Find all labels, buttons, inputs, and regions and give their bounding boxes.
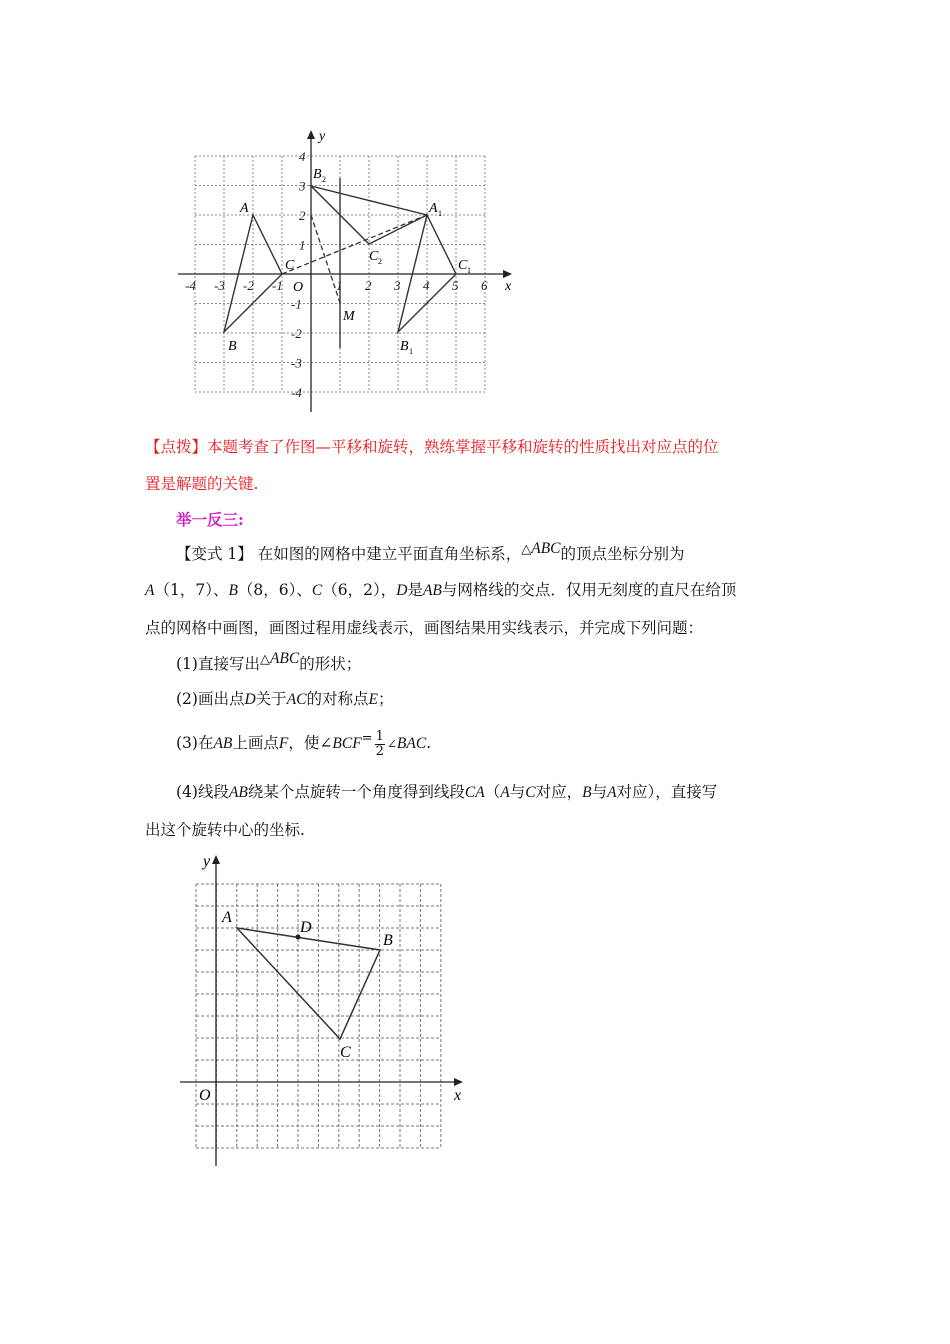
label-c-fig2: C [340,1044,351,1061]
label-a-fig2: A [222,909,232,926]
triangle-abc-grid [237,928,380,1039]
label-b1-sub: 1 [409,347,413,356]
figure1-y-tick-label: -2 [291,326,302,341]
label-c2: C [369,249,379,264]
variant-label: 【变式 1】 [176,545,253,563]
tip-label: 【点拨】 [145,438,208,456]
variant-line-3: 点的网格中画图，画图过程用虚线表示，画图结果用实线表示，并完成下列问题： [145,619,704,637]
label-m: M [343,309,355,324]
figure1-y-tick-label: 2 [299,208,306,223]
label-a1-sub: 1 [438,209,442,218]
figure1-x-tick-label: -4 [185,278,196,293]
figure1-x-tick-label: -2 [243,278,254,293]
label-b1: B [400,339,409,354]
question-1: (1)直接写出△ABC的形状； [176,650,362,673]
variant-line-2: A（1，7）、B（8，6）、C（6，2），D是AB与网格线的交点．仅用无刻度的直尺在给顶 [145,581,737,599]
figure2-x-label: x [454,1087,462,1104]
tip-line-2 [145,474,258,494]
figure1-y-tick-label: 4 [299,149,306,164]
figure1-y-arrow [307,130,315,139]
figure1-y-tick-label: -1 [291,296,302,312]
figure1-x-tick-label: 5 [452,278,459,293]
figure1-x-tick-label: -1 [272,278,283,293]
question-3: (3)在AB上画点F，使∠BCF= $\frac{1}{2}$ ∠BAC. [176,728,432,759]
question-4-line-1: (4)线段AB绕某个点旋转一个角度得到线段CA（A与C对应，B与A对应），直接写 [176,783,718,801]
label-c1-sub: 1 [467,266,471,275]
figure1-x-tick-label: -3 [214,278,225,293]
figure1-coordinate-plane [170,125,520,420]
question-4-line-2: 出这个旋转中心的坐标. [145,821,305,839]
question-2: (2)画出点D关于AC的对称点E； [176,690,394,708]
label-c1: C [458,258,468,273]
figure1-origin-label: O [293,280,304,295]
label-d-fig2: D [300,919,312,936]
variant-line-1: 【变式 1】 在如图的网格中建立平面直角坐标系，△ABC的顶点坐标分别为 [176,540,685,563]
tip-text-1: 本题考查了作图—平移和旋转，熟练掌握平移和旋转的性质找出对应点的位 [207,438,719,456]
figure2-y-label: y [203,853,211,870]
tip-text-2: 置是解题的关键. [145,475,259,493]
label-b2: B [313,167,322,182]
figure2-x-arrow [454,1078,463,1086]
tip-line-1 [145,437,719,457]
label-b-fig2: B [383,932,393,949]
figure1-x-tick-label: 1 [336,278,343,293]
figure1-y-tick-label: 3 [299,178,306,194]
label-c2-sub: 2 [378,257,382,266]
triangle-symbol: △ [521,542,532,557]
figure2-y-arrow [212,855,220,864]
label-b2-sub: 2 [322,175,326,184]
figure1-y-label: y [319,129,326,144]
figure1-y-tick-label: -3 [291,355,302,371]
figure1-x-tick-label: 2 [365,278,372,293]
fraction-one-half: $\frac{1}{2}$ [375,728,384,759]
figure2-coordinate-plane [170,848,480,1170]
figure1-x-tick-label: 4 [423,278,430,293]
section-heading: 举一反三: [176,510,244,529]
figure1-x-label: x [505,279,512,294]
figure1-x-tick-label: 6 [481,278,488,293]
label-a1: A [429,201,438,216]
figure2-origin-label: O [199,1087,211,1104]
figure1-x-arrow [503,270,512,278]
label-c: C [285,258,295,273]
figure1-y-tick-label: -4 [291,385,302,400]
label-b: B [228,339,237,354]
label-a: A [240,201,249,216]
figure1-y-tick-label: 1 [299,237,306,253]
figure1-x-tick-label: 3 [394,278,401,293]
